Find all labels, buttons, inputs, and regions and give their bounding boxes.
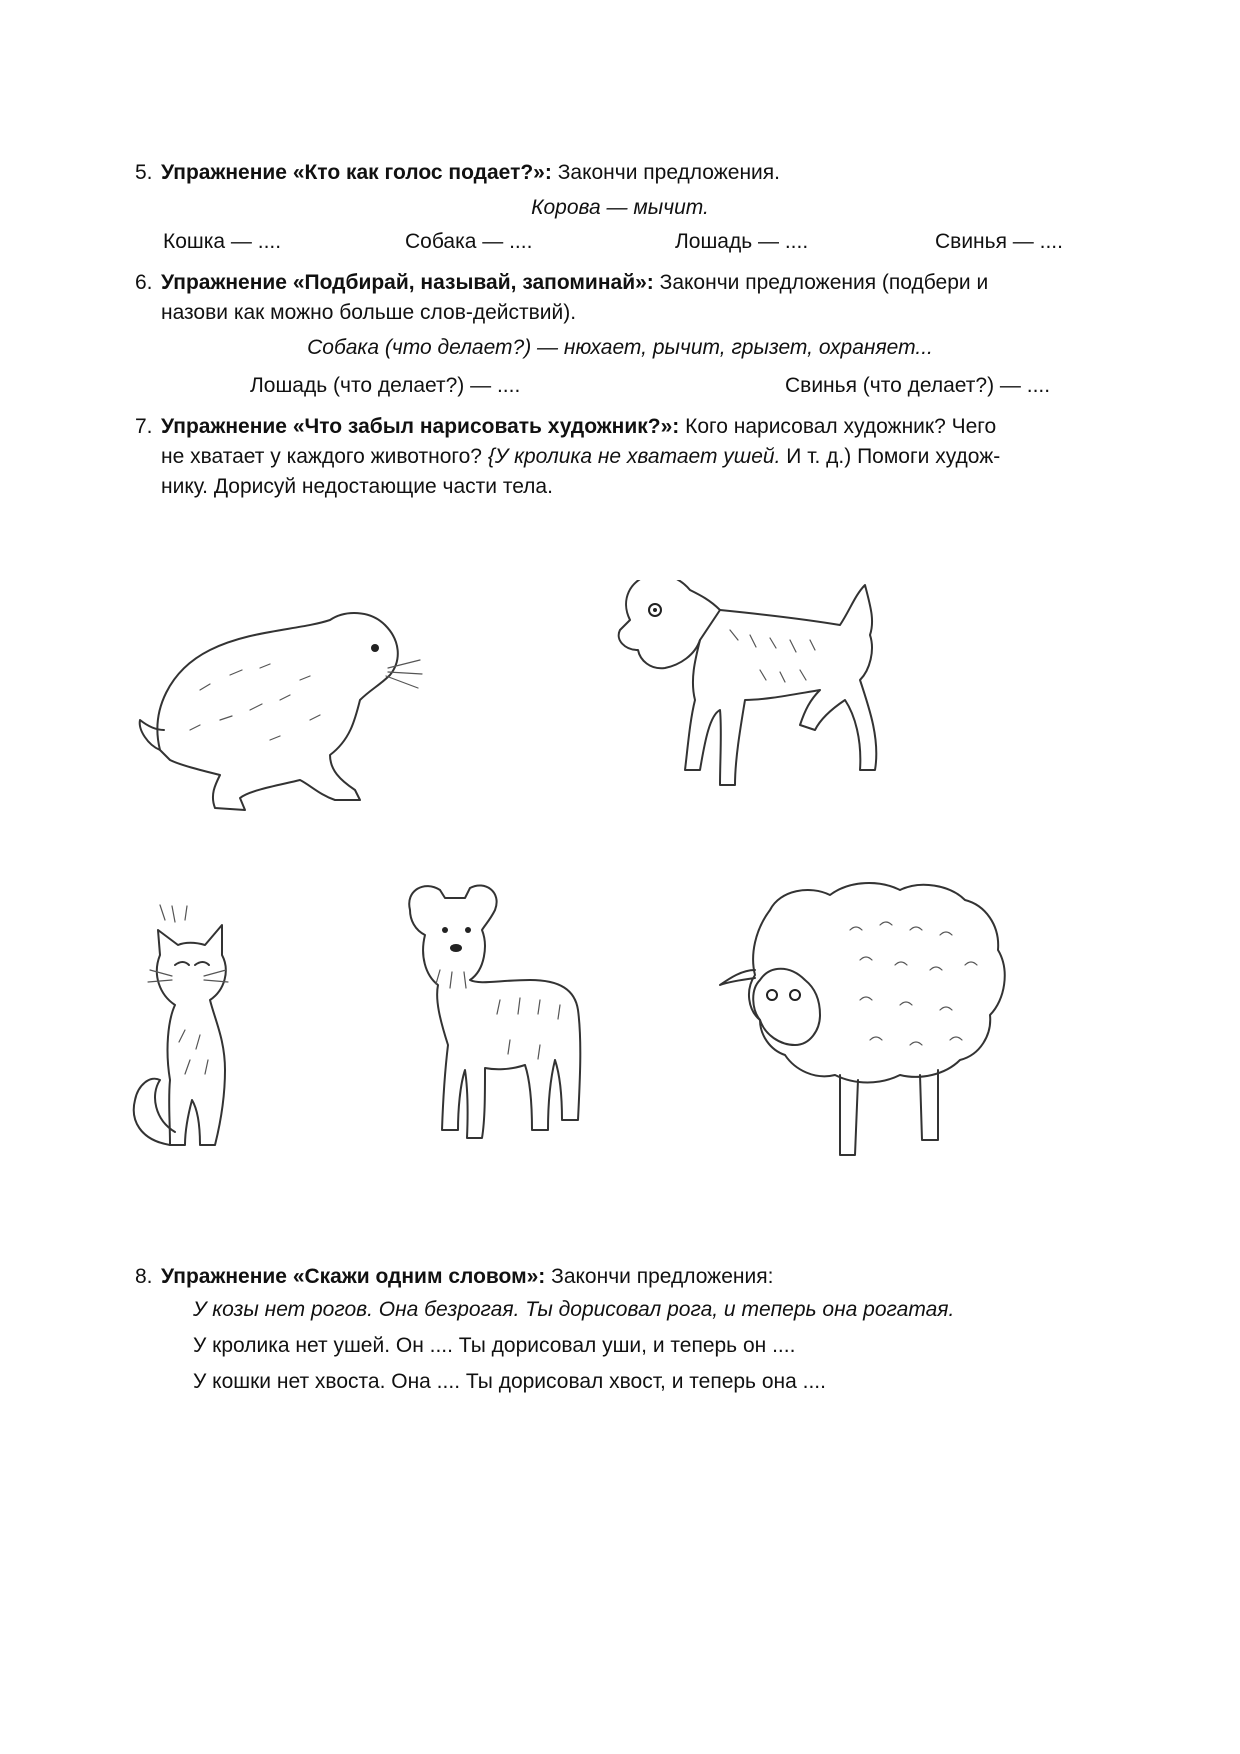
exercise-text: Кого нарисовал художник? Чего (685, 415, 997, 438)
exercise-instruction: назови как можно больше слов-действий). (161, 301, 577, 324)
exercise-6-example: Собака (что делает?) — нюхает, рычит, грызет, охраняет... (307, 336, 933, 359)
exercise-instruction: Закончи предложения: (551, 1265, 774, 1288)
answer-item: Кошка — .... (163, 230, 282, 253)
rabbit-drawing (140, 613, 422, 810)
exercise-title: Упражнение «Что забыл нарисовать художник?»: (161, 415, 680, 438)
exercise-number: 5. (135, 161, 153, 184)
exercise-instruction: Закончи предложения (подбери и (659, 271, 989, 294)
answer-item: Собака — .... (405, 230, 533, 253)
answer-item: Свинья (что делает?) — .... (785, 374, 1051, 397)
animals-illustration (130, 580, 1110, 1220)
cat-drawing (134, 905, 228, 1145)
exercise-title: Упражнение «Скажи одним словом»: (161, 1265, 546, 1288)
exercise-6 (135, 268, 1105, 328)
answer-item: Свинья — .... (935, 230, 1063, 253)
answer-item: Лошадь — .... (675, 230, 809, 253)
goat-drawing (619, 580, 877, 785)
exercise-title: Упражнение «Кто как голос подает?»: (161, 161, 552, 184)
exercise-8 (135, 1262, 1105, 1292)
exercise-5 (135, 158, 1105, 188)
exercise-text: не хватает у каждого животного? (161, 445, 482, 468)
exercise-5-example: Корова — мычит. (531, 196, 709, 219)
sheep-drawing (720, 883, 1005, 1155)
exercise-title: Упражнение «Подбирай, называй, запоминай»: (161, 271, 654, 294)
exercise-number: 8. (135, 1265, 153, 1288)
exercise-text: {У кролика не хватает ушей. (487, 445, 781, 468)
exercise-number: 6. (135, 271, 153, 294)
exercise-8-line: У кролика нет ушей. Он .... Ты дорисовал уши, и теперь он .... (193, 1334, 796, 1357)
exercise-text: И т. д.) Помоги худож- (786, 445, 1001, 468)
exercise-8-line: У кошки нет хвоста. Она .... Ты дорисовал хвост, и теперь она .... (193, 1370, 826, 1393)
exercise-8-example: У козы нет рогов. Она безрогая. Ты дорисовал рога, и теперь она рогатая. (193, 1298, 955, 1321)
exercise-number: 7. (135, 415, 153, 438)
exercise-text: нику. Дорисуй недостающие части тела. (161, 475, 553, 498)
answer-item: Лошадь (что делает?) — .... (250, 374, 521, 397)
exercise-instruction: Закончи предложения. (557, 161, 780, 184)
exercise-7 (135, 412, 1105, 502)
dog-drawing (409, 885, 580, 1138)
